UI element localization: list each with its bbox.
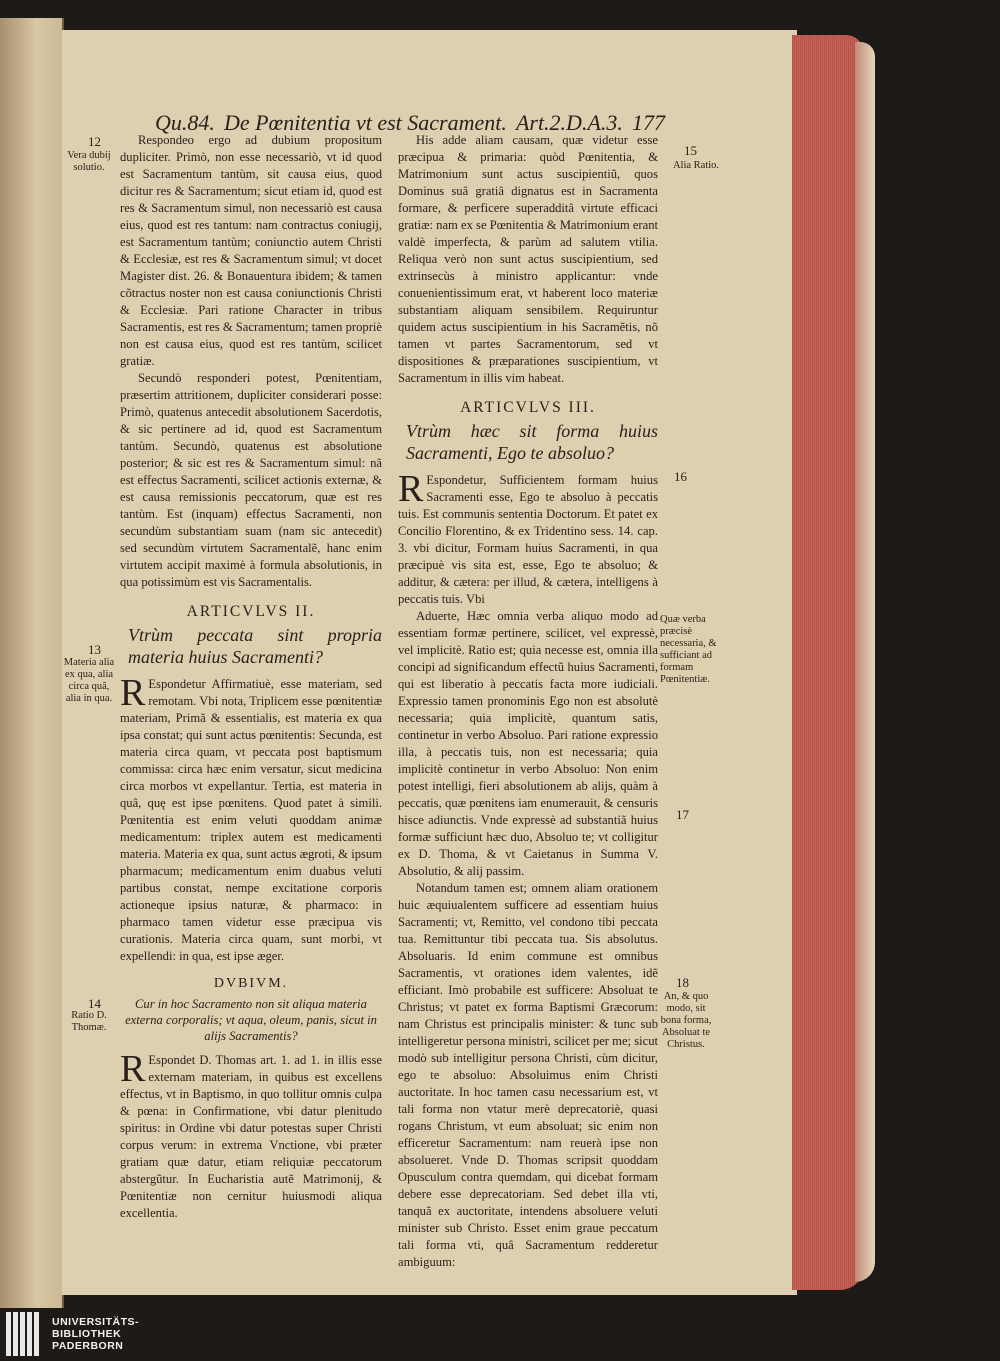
left-page-edge	[0, 18, 64, 1308]
paragraph: His adde aliam causam, quæ videtur esse præcipua & primaria: quòd Pœnitentia, & Matrimonium sunt actus suscipientiũ, quos Dominus suâ gratiâ dignatus est in Sacramenta formare, & perficere superadditâ virtute efficaci gratiæ: nam ex se Pœnitentia & Matrimonium erant valdè imperfecta, & parùm ad salutem vtilia. Reliqua verò non sunt actus suscipientium, sed extrinsecùs à ministro applicantur: vnde conuenientissimum erat, vt haberent loco materiæ substantiam aliquam sensibilem. Requiruntur quidem actus suscipientium in his Sacramẽtis, nõ tamen vt partes Sacramentorum, sed vt dispositiones & præparationes suscipientium, vt Sacramentum in illis vim habeat.	[398, 133, 658, 385]
margin-number: 18	[676, 975, 689, 990]
article-question: Vtrùm hæc sit forma huius Sacramenti, Ego te absoluo?	[406, 421, 658, 463]
margin-number: 12	[88, 134, 101, 149]
paragraph: Aduerte, Hæc omnia verba aliquo modo ad essentiam formæ pertinere, scilicet, vel expressè, vel implicitè. Ratio est; quia necesse est, omnia illa concipi ad significandum effectũ huius Sacramenti, qui est liberatio à peccatis facta more iudiciali. Expressio tamen pronominis Ego non est absolutè necessaria; quia implicitè, quantum satis, continetur in verbo Absoluo. Pari ratione expressio illa, à peccatis tuis, non est necessaria; quia implicitè continetur in verbo Absoluo: Non enim potest intelligi, fieri absolutionem ab alijs, quàm à peccatis, quæ pœnitens iam enumerauit, & censuris hisce adiunctis. Vnde expressè ad substantiã huius formæ sufficiunt hæc duo, Absoluo te; vt colligitur ex D. Thoma, & vt Caietanus in Summa V. Absolutio, & alij passim.	[398, 609, 658, 878]
right-column	[398, 132, 658, 1271]
drop-cap: R	[120, 1048, 146, 1090]
drop-cap: R	[120, 672, 146, 714]
header-title: De Pœnitentia vt est Sacrament.	[223, 110, 507, 135]
paragraph	[120, 672, 382, 965]
margin-number: 17	[676, 807, 689, 822]
drop-cap: R	[398, 468, 424, 510]
margin-number: 13	[88, 642, 101, 657]
library-logo-text: UNIVERSITÄTS- BIBLIOTHEK PADERBORN	[52, 1316, 140, 1352]
red-page-edges	[792, 35, 864, 1290]
margin-note: Ratio D. Thomæ.	[71, 1010, 107, 1033]
paragraph-text: Espondetur Affirmatiuè, esse materiam, sed remotam. Vbi nota, Triplicem esse pœnitentiæ materiam, Primã & essentialis, est materia ex qua ipsa constat; qui sunt actus pœnitentis: Secunda, est materia circa quam, vt peccata post baptismum commissa: circa hæc enim versatur, sicut medicina circa morbos vt expellantur. Tertia, est materia in quâ, quę est ipse pœnitens. Quod patet à simili. Pœnitentia est enim veluti quoddam animæ medicamentum: triplex autem est medicamenti materia. Materia ex qua, sunt actus ægroti, & ipsum pharmacum; medicamentum enim duabus veluti partibus constat, nempe excitatione corporis actioneque ipsius naturæ, & pharmaco: in pharmaco tamen videtur esse præcipua vis curationis. Materia circa quam, sunt morbi, vt expellendi: in qua, est ipse æger.	[120, 677, 382, 963]
book-cover-edge	[855, 42, 875, 1282]
page-number: 177	[631, 110, 665, 135]
left-column	[120, 132, 382, 1222]
paragraph	[120, 1048, 382, 1222]
paragraph: Notandum tamen est; omnem aliam orationem huic æquiualentem sufficere ad essentiam huius Sacramenti; vt, Remitto, vel condono tibi peccata tua. Remittuntur tibi peccata tua. Sis absolutus. Absoluaris. Id enim commune est omnibus Sacramentis, vt orationes idem valentes, idẽ efficiant. Imò probabile est sufficere: Absoluat te Christus; vt patet ex forma Baptismi Græcorum: nam Christus est principalis minister: & tunc sub intelligeretur persona ministri, scilicet per me; sicut modò sub intelligitur persona Christi, cùm dicitur, ego te absoluo: Absoluimus enim Christi auctoritate. In hoc tamen casu necessarium est, vt tali forma non vtatur merè deprecatoriè, quasi rogans Christum, vt eum absoluat; sic enim non efficeretur Sacramentum: nam reuerà ipse non absolueret. Vnde D. Thomas scripsit quoddam Opusculum contra quemdam, qui dicebat formam debere esse deprecatoriam. Sed debet illa vti, tanquã ex auctoritate, intendens absoluere veluti minister sub Christo. Esset enim graue peccatum tali forma vti, quâ Sacramentum redderetur ambiguum:	[398, 881, 658, 1269]
margin-note: An, & quo modo, sit bona forma, Absoluat te Christus.	[660, 991, 712, 1050]
paragraph-text: Espondet D. Thomas art. 1. ad 1. in illis esse externam materiam, in quibus est excellens effectus, vt in Baptismo, in quo tollitur omnis culpa & pœna: in Confirmatione, vbi datur plenitudo spiritus: in Ordine vbi datur potestas super Christi corpus verum: in extrema Vnctione, vbi præter gratiam quæ datur, etiam reliquiæ peccatorum abstergũtur. In Eucharistia autẽ Matrimonij, & Pœnitentiæ non cernitur huiusmodi aliqua excellentia.	[120, 1053, 382, 1220]
margin-note: Vera dubij solutio.	[67, 150, 111, 173]
paragraph: Secundò responderi potest, Pœnitentiam, præsertim attritionem, dupliciter considerari posse: Primò, quatenus antecedit absolutionem Sacerdotis, & sic pertinere ad id, quod est Sacramentum tantùm. Secundò, quatenus est absolutione posterior; & sic est res & Sacramentum simul: nã est effectus Sacramenti, scilicet actionis externæ, & est causa remissionis peccatorum, quæ est res tantùm. Est (inquam) effectus Sacramenti, non secundùm substantiam suam (nam sic antecedit) sed secundùm virtutem Sacramentalẽ, hanc enim virtutem accipit maximè à formula absolutionis, in qua potissimùm est vis Sacramentalis.	[120, 371, 382, 589]
header-article: Art.2.D.A.3.	[515, 110, 623, 135]
margin-number: 16	[674, 469, 687, 484]
header-question: Qu.84.	[155, 110, 215, 135]
dubium-question: Cur in hoc Sacramento non sit aliqua materia externa corporalis; vt aqua, oleum, panis, sicut in alijs Sacramentis?	[125, 997, 377, 1043]
paragraph	[398, 468, 658, 608]
margin-note: Materia alia ex qua, alia circa quã, alia in qua.	[63, 657, 115, 704]
article-heading: ARTICVLVS III.	[460, 399, 596, 416]
dubium-heading: DVBIVM.	[213, 976, 289, 991]
paragraph: Respondeo ergo ad dubium propositum dupliciter. Primò, non esse necessariò, vt id quod est Sacramentum tantùm, sit causa eius, quod dicitur res & Sacramentum; sicut etiam id, quod est res & Sacramentum simul, non necessariò est causa eius, quod est res tantum: nam contractus coniugij, est Sacramentum tantùm; coniunctio autem Christi & Ecclesiæ, est res & Sacramentum simul; vt docet Magister dist. 26. & Bonauentura ibidem; & tamen cõtractus noster non est causa coniunctionis Christi & Ecclesiæ. Pari ratione Character in tribus Sacramentis, est res & Sacramentum; tamen propriè non est causa eius, quod est res tantùm, scilicet gratiæ.	[120, 133, 382, 368]
library-logo-icon	[6, 1312, 46, 1356]
margin-note: Alia Ratio.	[672, 160, 720, 171]
article-heading: ARTICVLVS II.	[186, 603, 316, 620]
margin-number: 14	[88, 996, 101, 1011]
library-logo	[6, 1312, 139, 1356]
article-question: Vtrùm peccata sint propria materia huius Sacramenti?	[128, 625, 382, 667]
paragraph-text: Espondetur, Sufficientem formam huius Sacramenti esse, Ego te absoluo à peccatis tuis. Est communis sententia Doctorum. Et patet ex Concilio Florentino, & ex Tridentino sess. 14. cap. 3. vbi dicitur, Formam huius Sacramenti, in qua præcipuè vis sita est, esse, Ego te absoluo; & additur, & cætera: per illud, & cætera, intelligens à peccatis tuis. Vbi	[398, 473, 658, 606]
margin-number: 15	[684, 143, 697, 158]
margin-note: Quæ verba præcisè necessaria, & sufficiant ad formam Pœnitentiæ.	[660, 614, 717, 685]
